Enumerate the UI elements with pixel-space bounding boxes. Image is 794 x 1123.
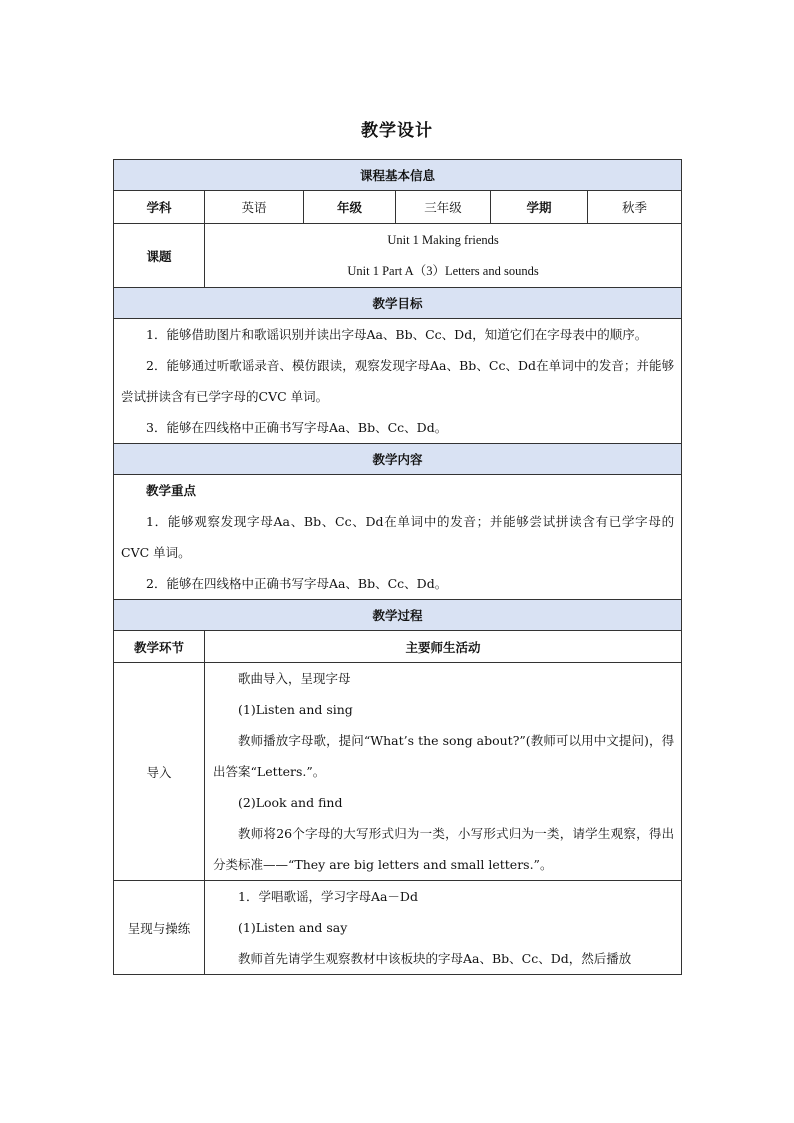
lesson-plan-table: [113, 159, 682, 975]
process-row-intro: [114, 663, 682, 881]
activity-line: (1)Listen and say: [238, 920, 348, 935]
objective-item: 3．能够在四线格中正确书写字母Aa、Bb、Cc、Dd。: [146, 420, 448, 435]
topic-value: [205, 224, 682, 288]
activity-line: 1．学唱歌谣，学习字母Aa－Dd: [238, 889, 418, 904]
basic-info-row: [114, 191, 682, 224]
process-columns-row: [114, 631, 682, 663]
content-header-row: [114, 444, 682, 475]
key-points-label: 教学重点: [146, 483, 197, 498]
content-row: [114, 475, 682, 600]
objectives-header: 教学目标: [114, 288, 682, 319]
term-label: 学期: [491, 191, 588, 224]
objectives-row: [114, 319, 682, 444]
basic-info-header: 课程基本信息: [114, 160, 682, 191]
stage-name: 导入: [114, 663, 205, 881]
grade-label: 年级: [304, 191, 396, 224]
objective-item: 2．能够通过听歌谣录音、模仿跟读，观察发现字母Aa、Bb、Cc、Dd在单词中的发音；并能够尝试拼读含有已学字母的CVC 单词。: [121, 358, 675, 404]
topic-label: 课题: [114, 224, 205, 288]
stage-name: 呈现与操练: [114, 881, 205, 975]
content-item: 2．能够在四线格中正确书写字母Aa、Bb、Cc、Dd。: [146, 576, 448, 591]
stage-activities: [205, 663, 682, 881]
topic-line-2: Unit 1 Part A（3）Letters and sounds: [347, 263, 539, 278]
activity-line: 教师将26个字母的大写形式归为一类，小写形式归为一类，请学生观察，得出分类标准——“They are big letters and small letters.”。: [213, 826, 675, 872]
grade-value: 三年级: [396, 191, 491, 224]
topic-line-1: Unit 1 Making friends: [387, 232, 499, 247]
process-row-presentation: [114, 881, 682, 975]
activity-column-header: 主要师生活动: [205, 631, 682, 663]
stage-activities: [205, 881, 682, 975]
topic-row: [114, 224, 682, 288]
subject-value: 英语: [205, 191, 304, 224]
activity-line: 教师播放字母歌，提问“What’s the song about?”(教师可以用中文提问)，得出答案“Letters.”。: [213, 733, 675, 779]
basic-info-header-row: [114, 160, 682, 191]
objectives-header-row: [114, 288, 682, 319]
stage-column-header: 教学环节: [114, 631, 205, 663]
activity-line: (2)Look and find: [238, 795, 343, 810]
page-title: 教学设计: [361, 121, 433, 141]
process-header-row: [114, 600, 682, 631]
content-header: 教学内容: [114, 444, 682, 475]
objectives-cell: [114, 319, 682, 444]
term-value: 秋季: [588, 191, 682, 224]
activity-line: (1)Listen and sing: [238, 702, 353, 717]
process-header: 教学过程: [114, 600, 682, 631]
objective-item: 1．能够借助图片和歌谣识别并读出字母Aa、Bb、Cc、Dd，知道它们在字母表中的顺序。: [146, 327, 648, 342]
content-cell: [114, 475, 682, 600]
activity-line: 教师首先请学生观察教材中该板块的字母Aa、Bb、Cc、Dd，然后播放: [238, 951, 632, 966]
subject-label: 学科: [114, 191, 205, 224]
activity-line: 歌曲导入，呈现字母: [238, 671, 351, 686]
content-item: 1．能够观察发现字母Aa、Bb、Cc、Dd在单词中的发音；并能够尝试拼读含有已学字母的CVC 单词。: [121, 514, 675, 560]
